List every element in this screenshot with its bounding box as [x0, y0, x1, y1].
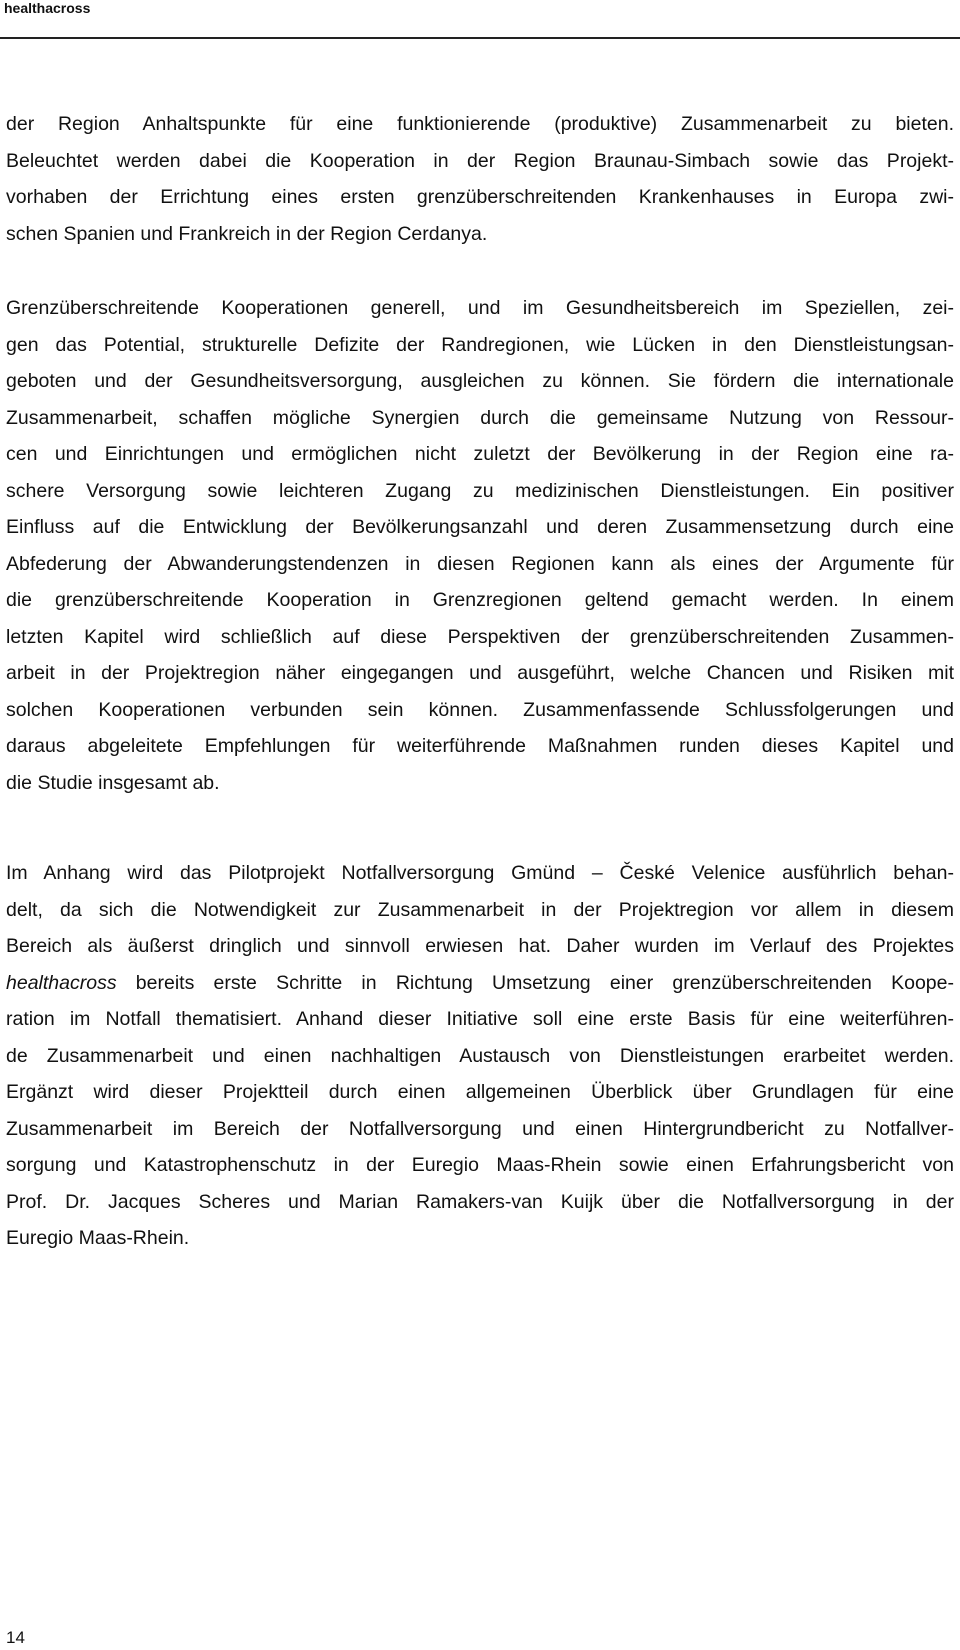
paragraph-line: solchen Kooperationen verbunden sein können. Zusammenfassende Schlussfolgerungen und [6, 698, 954, 721]
paragraph-line: schere Versorgung sowie leichteren Zugang zu medizinischen Dienstleistungen. Ein positiver [6, 479, 954, 502]
page-header [0, 0, 960, 39]
paragraph-3 [6, 855, 954, 1257]
paragraph-2 [6, 290, 954, 801]
paragraph-line: de Zusammenarbeit und einen nachhaltigen Austausch von Dienstleistungen erarbeitet werden. [6, 1044, 954, 1067]
paragraph-line: Zusammenarbeit im Bereich der Notfallversorgung und einen Hintergrundbericht zu Notfallver- [6, 1117, 954, 1140]
paragraph-line: letzten Kapitel wird schließlich auf diese Perspektiven der grenzüberschreitenden Zusammen- [6, 625, 954, 648]
paragraph-line: Euregio Maas-Rhein. [6, 1227, 190, 1249]
header-title: healthacross [4, 0, 91, 16]
paragraph-line: Abfederung der Abwanderungstendenzen in diesen Regionen kann als eines der Argumente für [6, 552, 954, 575]
paragraph-line: der Region Anhaltspunkte für eine funktionierende (produktive) Zusammenarbeit zu bieten. [6, 113, 954, 135]
paragraph-line: delt, da sich die Notwendigkeit zur Zusammenarbeit in der Projektregion vor allem in diesem [6, 898, 954, 921]
paragraph-line: sorgung und Katastrophenschutz in der Euregio Maas-Rhein sowie einen Erfahrungsbericht von [6, 1154, 954, 1176]
paragraph-line: Ergänzt wird dieser Projektteil durch einen allgemeinen Überblick über Grundlagen für eine [6, 1081, 954, 1103]
paragraph-line: Grenzüberschreitende Kooperationen generell, und im Gesundheitsbereich im Speziellen, zei- [6, 297, 954, 319]
paragraph-line: gen das Potential, strukturelle Defizite der Randregionen, wie Lücken in den Dienstleistungsan- [6, 333, 954, 356]
paragraph-line: arbeit in der Projektregion näher eingegangen und ausgeführt, welche Chancen und Risiken mit [6, 662, 954, 684]
paragraph-1 [6, 106, 954, 252]
paragraph-line-rest: bereits erste Schritte in Richtung Umsetzung einer grenzüberschreitenden Koope- [135, 971, 954, 994]
italic-term: healthacross [6, 971, 117, 994]
paragraph-line: geboten und der Gesundheitsversorgung, ausgleichen zu können. Sie fördern die internationale [6, 370, 954, 392]
paragraph-line: ration im Notfall thematisiert. Anhand dieser Initiative soll eine erste Basis für eine weiterführen- [6, 1008, 954, 1030]
paragraph-line: Einfluss auf die Entwicklung der Bevölkerungsanzahl und deren Zusammensetzung durch eine [6, 516, 954, 538]
paragraph-line: daraus abgeleitete Empfehlungen für weiterführende Maßnahmen runden dieses Kapitel und [6, 735, 954, 757]
paragraph-line: Beleuchtet werden dabei die Kooperation in der Region Braunau-Simbach sowie das Projekt- [6, 149, 954, 172]
paragraph-line: Im Anhang wird das Pilotprojekt Notfallversorgung Gmünd – České Velenice ausführlich behan- [6, 862, 954, 884]
paragraph-line: Bereich als äußerst dringlich und sinnvoll erwiesen hat. Daher wurden im Verlauf des Projektes [6, 935, 954, 957]
paragraph-line: cen und Einrichtungen und ermöglichen nicht zuletzt der Bevölkerung in der Region eine ra- [6, 443, 954, 465]
paragraph-line: Prof. Dr. Jacques Scheres und Marian Ramakers-van Kuijk über die Notfallversorgung in der [6, 1190, 954, 1213]
paragraph-line: vorhaben der Errichtung eines ersten grenzüberschreitenden Krankenhauses in Europa zwi- [6, 186, 954, 208]
page-number: 14 [6, 1628, 25, 1647]
paragraph-line: die Studie insgesamt ab. [6, 771, 220, 794]
paragraph-line-with-italic-term [6, 965, 954, 1002]
paragraph-line: die grenzüberschreitende Kooperation in Grenzregionen geltend gemacht werden. In einem [6, 589, 954, 611]
paragraph-line: schen Spanien und Frankreich in der Region Cerdanya. [6, 222, 488, 245]
paragraph-line: Zusammenarbeit, schaffen mögliche Synergien durch die gemeinsame Nutzung von Ressour- [6, 406, 954, 429]
